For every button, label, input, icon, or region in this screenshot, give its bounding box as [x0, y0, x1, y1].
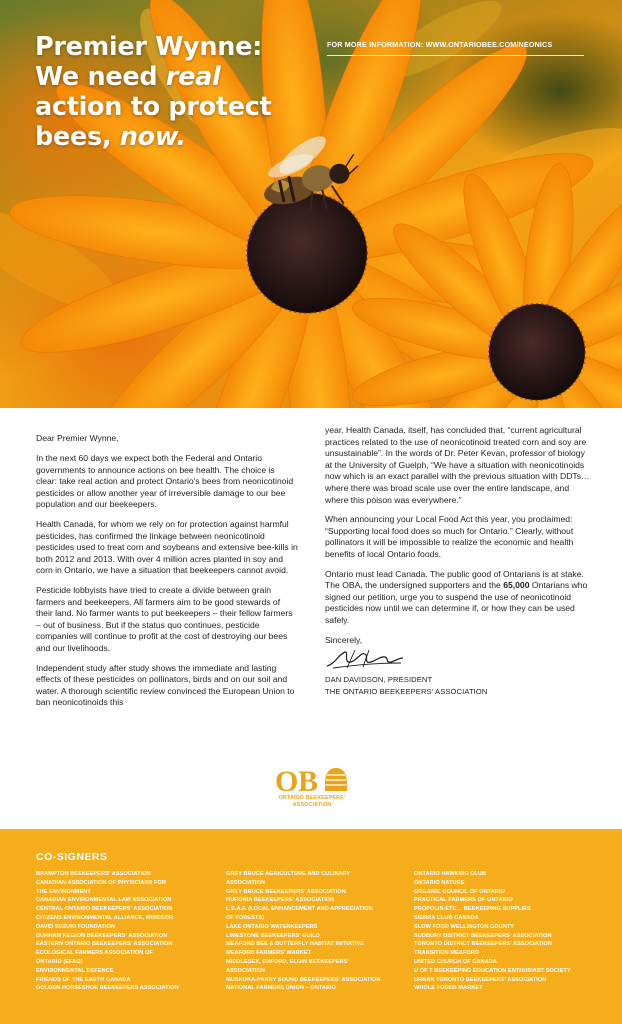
cosigner-item: URBAN TORONTO BEEKEEPERS' ASSOCIATION	[414, 976, 547, 983]
headline-emphasis-real: real	[165, 62, 221, 92]
letter-paragraph-final	[325, 569, 590, 627]
headline-line-2a: We need	[35, 62, 166, 92]
cosigner-item: SUDBURY DISTRICT BEEKEEPERS' ASSOCIATION	[414, 932, 552, 939]
cosigner-item: ENVIRONMENTAL DEFENCE	[36, 967, 114, 974]
cosigner-item: CANADIAN ASSOCIATION OF PHYSICIANS FOR	[36, 879, 166, 886]
headline-line-2	[35, 62, 305, 92]
headline	[35, 32, 305, 152]
cosigners-title: CO-SIGNERS	[36, 851, 108, 863]
cosigner-item: ONTARIO NATURE	[414, 879, 465, 886]
closing: Sincerely,	[325, 634, 363, 645]
cosigner-item: ONTARIO (EFAO)	[36, 958, 83, 965]
logo-subtitle	[270, 795, 354, 808]
petition-count: 65,000	[503, 580, 530, 591]
cosigner-item: ORGANIC COUNCIL OF ONTARIO	[414, 888, 505, 895]
cosigner-item: U OF T BEEKEEPING EDUCATION ENTHUSIAST SOCIETY	[414, 967, 571, 974]
cosigner-item: CANADIAN ENVIRONMENTAL LAW ASSOCIATION	[36, 897, 172, 904]
cosigner-item: PRACTICAL FARMERS OF ONTARIO	[414, 897, 513, 904]
letter-column-right	[325, 425, 590, 698]
cosigner-item: NATIONAL FARMERS UNION – ONTARIO	[226, 985, 337, 992]
cosigner-item: DURHAM REGION BEEKEEPERS' ASSOCIATION	[36, 932, 168, 939]
cosigner-item: WHOLE FOODS MARKET	[414, 985, 483, 992]
cosigner-item: CENTRAL ONTARIO BEEKEEPERS' ASSOCIATION	[36, 906, 173, 913]
cosigner-item: LIMESTONE BEEKEEPERS' GUILD	[226, 932, 320, 939]
headline-line-3: action to protect	[35, 92, 272, 122]
cosigner-item: HURONIA BEEKEEPERS' ASSOCIATION	[226, 897, 335, 904]
cosigner-item: MEAFORD FARMERS' MARKET	[226, 950, 312, 957]
cosigners-column-1	[36, 870, 211, 993]
oba-logo-mark	[273, 764, 351, 794]
letter-paragraph: Health Canada, for whom we rely on for protection against harmful pesticides, has confirmed the linkage between neonicotinoid pesticides used to treat corn and soybeans and extensive bee-kills in both 2012 and 2013. With over 4 million acres planted in soy and corn in Ontario, we have a situation that beekeepers cannot avoid.	[36, 518, 298, 576]
cosigners-column-3	[414, 870, 599, 993]
headline-line-4	[35, 122, 305, 152]
logo-letter-b: B	[298, 765, 319, 794]
logo-letter-o: O	[275, 765, 299, 794]
cosigner-item: TRANSITION MEAFORD	[414, 950, 479, 957]
hero-photo	[0, 0, 622, 408]
cosigners-column-2	[226, 870, 406, 993]
headline-line-4a: bees,	[35, 122, 120, 152]
cosigner-item: ASSOCIATION	[226, 879, 265, 886]
salutation: Dear Premier Wynne,	[36, 433, 119, 443]
cosigner-item: L.E.A.F. (LOCAL ENHANCEMENT AND APPRECIATION	[226, 906, 373, 913]
cosigner-item: DAVID SUZUKI FOUNDATION	[36, 923, 115, 930]
signature-image	[325, 648, 405, 670]
letter-paragraph: In the next 60 days we expect both the Federal and Ontario governments to announce actions on bee health. The choice is clear: take real action and protect Ontario's bees from neonicotinoid pesticides or allow another year of irreversible damage to our bee population and our beekeepers.	[36, 453, 294, 510]
logo-subtitle-line-2: ASSOCIATION	[292, 801, 332, 808]
cosigner-item: MEAFORD BEE & BUTTERFLY HABITAT INITIATIVE	[226, 941, 365, 948]
more-info-link[interactable]: FOR MORE INFORMATION: WWW.ONTARIOBEE.COM/NEONICS	[327, 40, 584, 56]
letter-paragraph: Pesticide lobbyists have tried to create a divide between grain farmers and beekeepers. All farmers aim to be good stewards of their land. No farmer wants to put beekeepers – their fellow farmers – out of business. But if the status quo continues, pesticide companies will continue to profit at the cost of destroying our bees and our livelihoods.	[36, 584, 293, 653]
cosigner-item: EASTERN ONTARIO BEEKEEPERS' ASSOCIATION	[36, 941, 173, 948]
cosigner-item: GOLDEN HORSESHOE BEEKEEPERS ASSOCIATION	[36, 985, 179, 992]
cosigner-item: MUSKOKA-PARRY SOUND BEEKEEPERS' ASSOCIATION	[226, 976, 381, 983]
cosigner-item: TORONTO DISTRICT BEEKEEPERS' ASSOCIATION	[414, 941, 553, 948]
cosigner-item: FRIENDS OF THE EARTH CANADA	[36, 976, 131, 983]
headline-line-1: Premier Wynne:	[35, 32, 262, 62]
cosigner-item: GREY BRUCE AGRICULTURE AND CULINARY	[226, 871, 351, 877]
cosigner-item: LAKE ONTARIO WATERKEEPERS	[226, 923, 318, 930]
oba-logo	[270, 764, 354, 812]
cosigner-item: PROPOLIS-ETC… BEEKEEPING SUPPLIES	[414, 906, 531, 913]
cosigners-panel	[0, 829, 622, 1024]
signer-block	[325, 674, 590, 698]
cosigner-item: SIERRA CLUB CANADA	[414, 914, 479, 921]
cosigner-item: MIDDLESEX, OXFORD, ELGIN BEEKEEPERS'	[226, 958, 349, 965]
signer-organization: THE ONTARIO BEEKEEPERS' ASSOCIATION	[325, 687, 488, 697]
cosigner-item: ASSOCIATION	[226, 967, 265, 974]
cosigner-item: BRAMPTON BEEKEEPERS' ASSOCIATION	[36, 871, 151, 877]
cosigner-item: OF FORESTS)	[226, 914, 265, 921]
cosigner-item: ONTARIO HAWKING CLUB	[414, 871, 487, 877]
cosigner-item: THE ENVIRONMENT	[36, 888, 91, 895]
letter-paragraph: Independent study after study shows the immediate and lasting effects of these pesticides on pollinators, birds and on our soil and water. A thorough scientific review convinced the European Union to ban neonicotinoids this	[36, 662, 295, 708]
headline-emphasis-now: now.	[119, 122, 186, 152]
letter-paragraph: year. Health Canada, itself, has concluded that, “current agricultural practices related to the use of neonicotinoid treated corn and soy are unsustainable”. In the words of Dr. Peter Kevan, professor of biology at the University of Guelph, “We have a situation with neonicotinoids now which is an exact parallel with the previous situation with DDTs… where there was broad scale use over the entire landscape, and where this poison was everywhere.”	[325, 425, 590, 505]
cosigner-item: CITIZENS ENVIRONMENTAL ALLIANCE, WINDSOR	[36, 914, 174, 921]
final-text-b: Ontarians who signed our petition, urge you to suspend the use of neonicotinoid pesticides now until we can determine if, or how they can be used safely.	[325, 580, 588, 625]
final-text-a: Ontario must lead Canada. The public good of Ontarians is at stake. The OBA, the undersigned supporters and the	[325, 568, 584, 591]
cosigner-item: SLOW FOOD WELLINGTON COUNTY	[414, 923, 515, 930]
cosigner-item: ECOLOGICAL FARMERS ASSOCIATION OF	[36, 950, 153, 957]
letter-paragraph: When announcing your Local Food Act this year, you proclaimed: “Supporting local food does so much for Ontario.” Clearly, without pollinators it will be impossible to realize the economic and health benefits of local Ontario foods.	[325, 514, 574, 559]
cosigner-item: GREY BRUCE BEEKEEPERS' ASSOCIATION	[226, 888, 346, 895]
cosigner-item: UNITED CHURCH OF CANADA	[414, 958, 497, 965]
logo-subtitle-line-1: ONTARIO BEEKEEPERS'	[278, 795, 346, 801]
letter-column-left	[36, 453, 298, 717]
signer-name: DAN DAVIDSON, PRESIDENT	[325, 675, 433, 685]
